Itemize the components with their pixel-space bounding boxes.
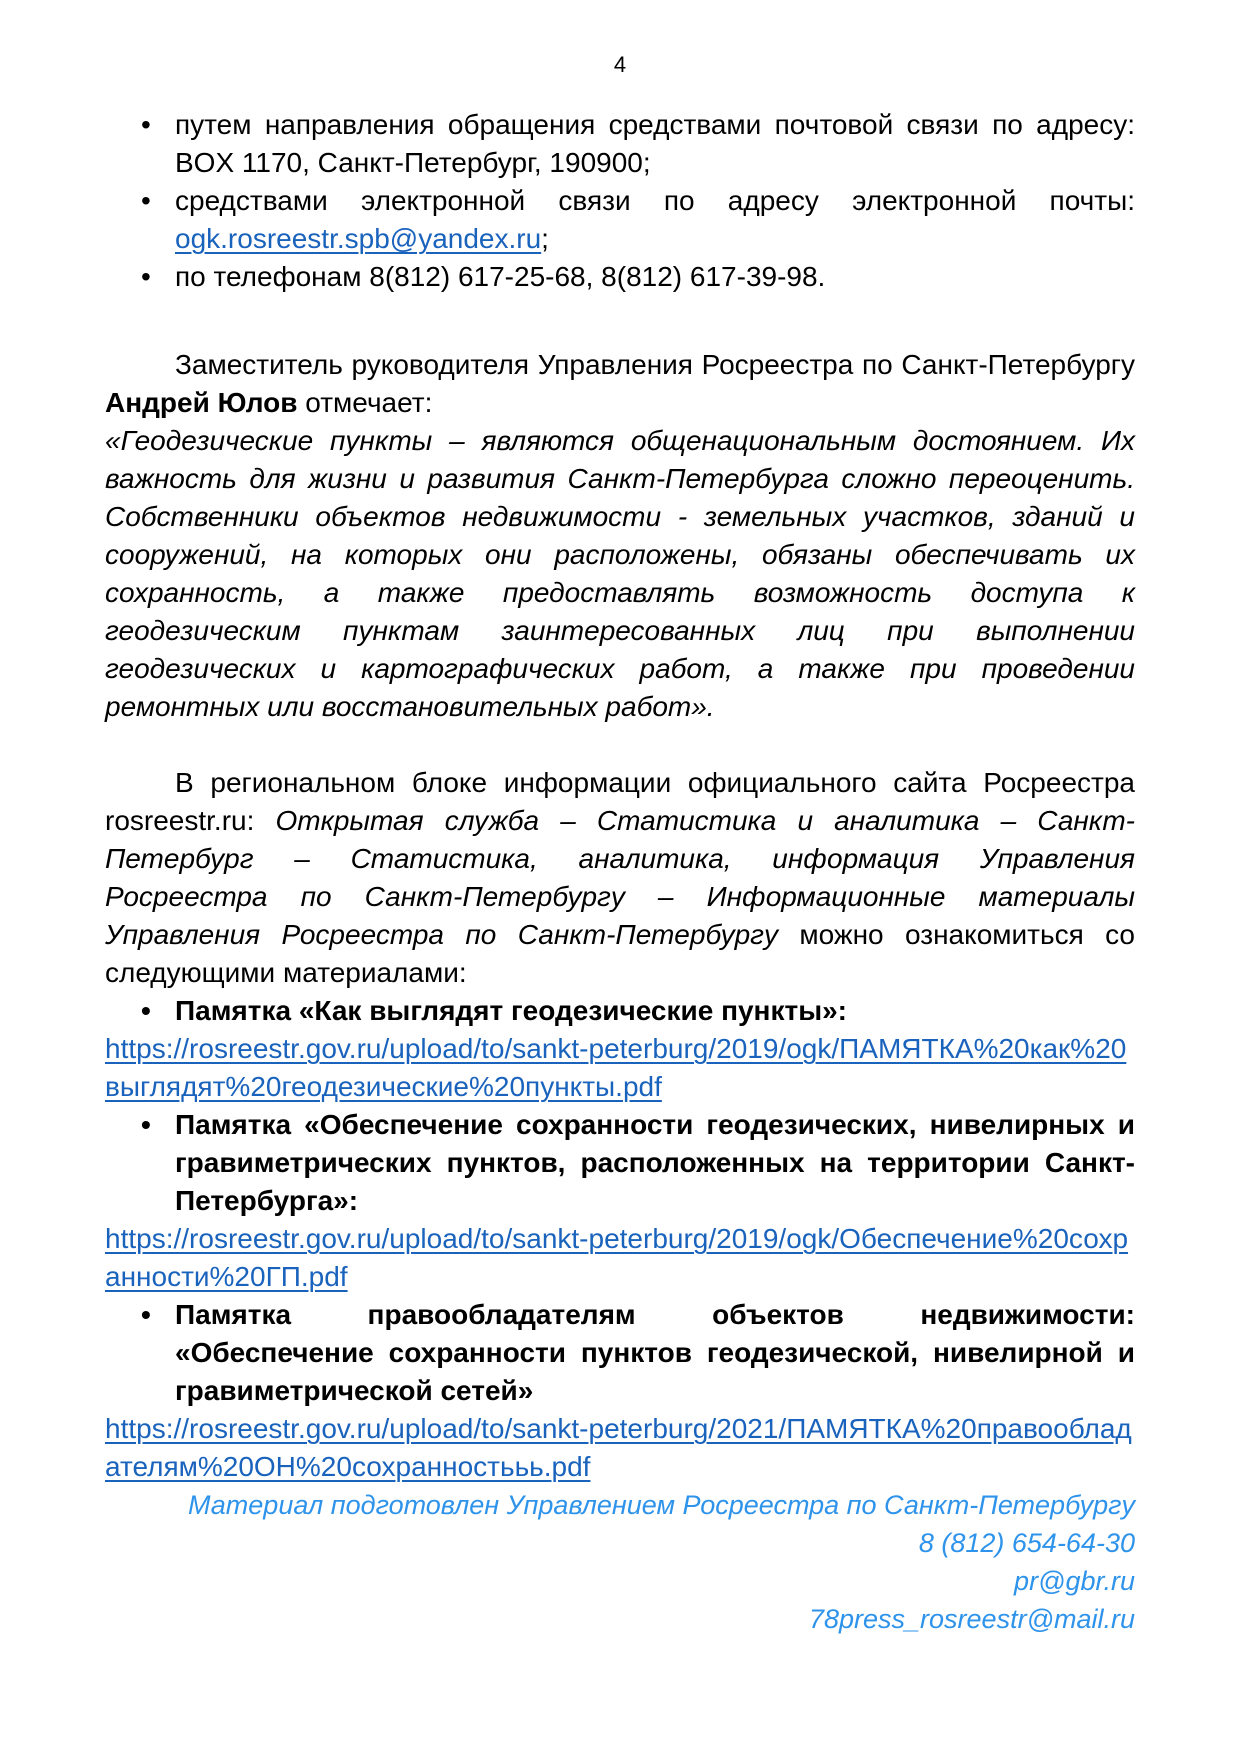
list-item [105,182,1135,258]
site-text-after: можно ознакомиться со следующими материалами: [105,919,1135,988]
footer-phone: 8 (812) 654-64-30 [918,1528,1135,1558]
list-item [105,992,1135,1030]
quote-paragraph: «Геодезические пункты – являются общенациональным достоянием. Их важность для жизни и развития Санкт-Петербурга сложно переоценить. Собственники объектов недвижимости - земельных участков, зданий и сооружений, на которых они расположены, обязаны обеспечивать их сохранность, а также предоставлять возможность доступа к геодезическим пунктам заинтересованных лиц при выполнении геодезических и картографических работ, а также при проведении ремонтных или восстановительных работ». [105,425,1135,722]
footer-email-pr: pr@gbr.ru [1014,1566,1135,1596]
bullet-text-phones: по телефонам 8(812) 617-25-68, 8(812) 617-39-98. [175,261,826,292]
site-info-paragraph [105,764,1135,992]
footer-email-press: 78press_rosreestr@mail.ru [808,1604,1135,1634]
bullet-text-email-intro: средствами электронной связи по адресу электронной почты: [175,185,1135,216]
email-link[interactable]: ogk.rosreestr.spb@yandex.ru [175,223,542,254]
materials-bullet-list [105,1106,1135,1220]
material-title-3: Памятка правообладателям объектов недвижимости: «Обеспечение сохранности пунктов геодезической, нивелирной и гравиметрической сетей» [175,1299,1135,1406]
material-url-2[interactable]: https://rosreestr.gov.ru/upload/to/sankt-peterburg/2019/ogk/Обеспечение%20сохранности%20ГП.pdf [105,1223,1129,1292]
footer [105,1486,1135,1638]
materials-bullet-list [105,1296,1135,1410]
official-paragraph [105,346,1135,422]
footer-prepared-by: Материал подготовлен Управлением Росреестра по Санкт-Петербургу [187,1490,1135,1520]
list-item [105,258,1135,296]
site-navigation-path: Открытая служба – Статистика и аналитика – Санкт-Петербург – Статистика, аналитика, информация Управления Росреестра по Санкт-Петербургу – Информационные материалы Управления Росреестра по Санкт-Петербургу [105,805,1135,950]
official-name: Андрей Юлов [105,387,298,418]
page-number: 4 [613,52,627,77]
material-url-1[interactable]: https://rosreestr.gov.ru/upload/to/sankt-peterburg/2019/ogk/ПАМЯТКА%20как%20выглядят%20геодезические%20пункты.pdf [105,1033,1127,1102]
site-text-before: В региональном блоке информации официального сайта Росреестра rosreestr.ru: [105,767,1135,836]
material-url-3[interactable]: https://rosreestr.gov.ru/upload/to/sankt-peterburg/2021/ПАМЯТКА%20правообладателям%20ОН%20сохранностььь.pdf [105,1413,1132,1482]
list-item [105,106,1135,182]
contact-bullet-list [105,106,1135,296]
bullet-text-postal-address: путем направления обращения средствами почтовой связи по адресу: BOX 1170, Санкт-Петербург, 190900; [175,109,1135,178]
materials-bullet-list [105,992,1135,1030]
bullet-text-email-suffix: ; [541,223,549,254]
official-text-after: отмечает: [297,387,433,418]
official-text-before: Заместитель руководителя Управления Росреестра по Санкт-Петербургу [175,349,1135,380]
material-title-2: Памятка «Обеспечение сохранности геодезических, нивелирных и гравиметрических пунктов, расположенных на территории Санкт-Петербурга»: [175,1109,1135,1216]
material-title-1: Памятка «Как выглядят геодезические пункты»: [175,995,847,1026]
list-item [105,1106,1135,1220]
list-item [105,1296,1135,1410]
